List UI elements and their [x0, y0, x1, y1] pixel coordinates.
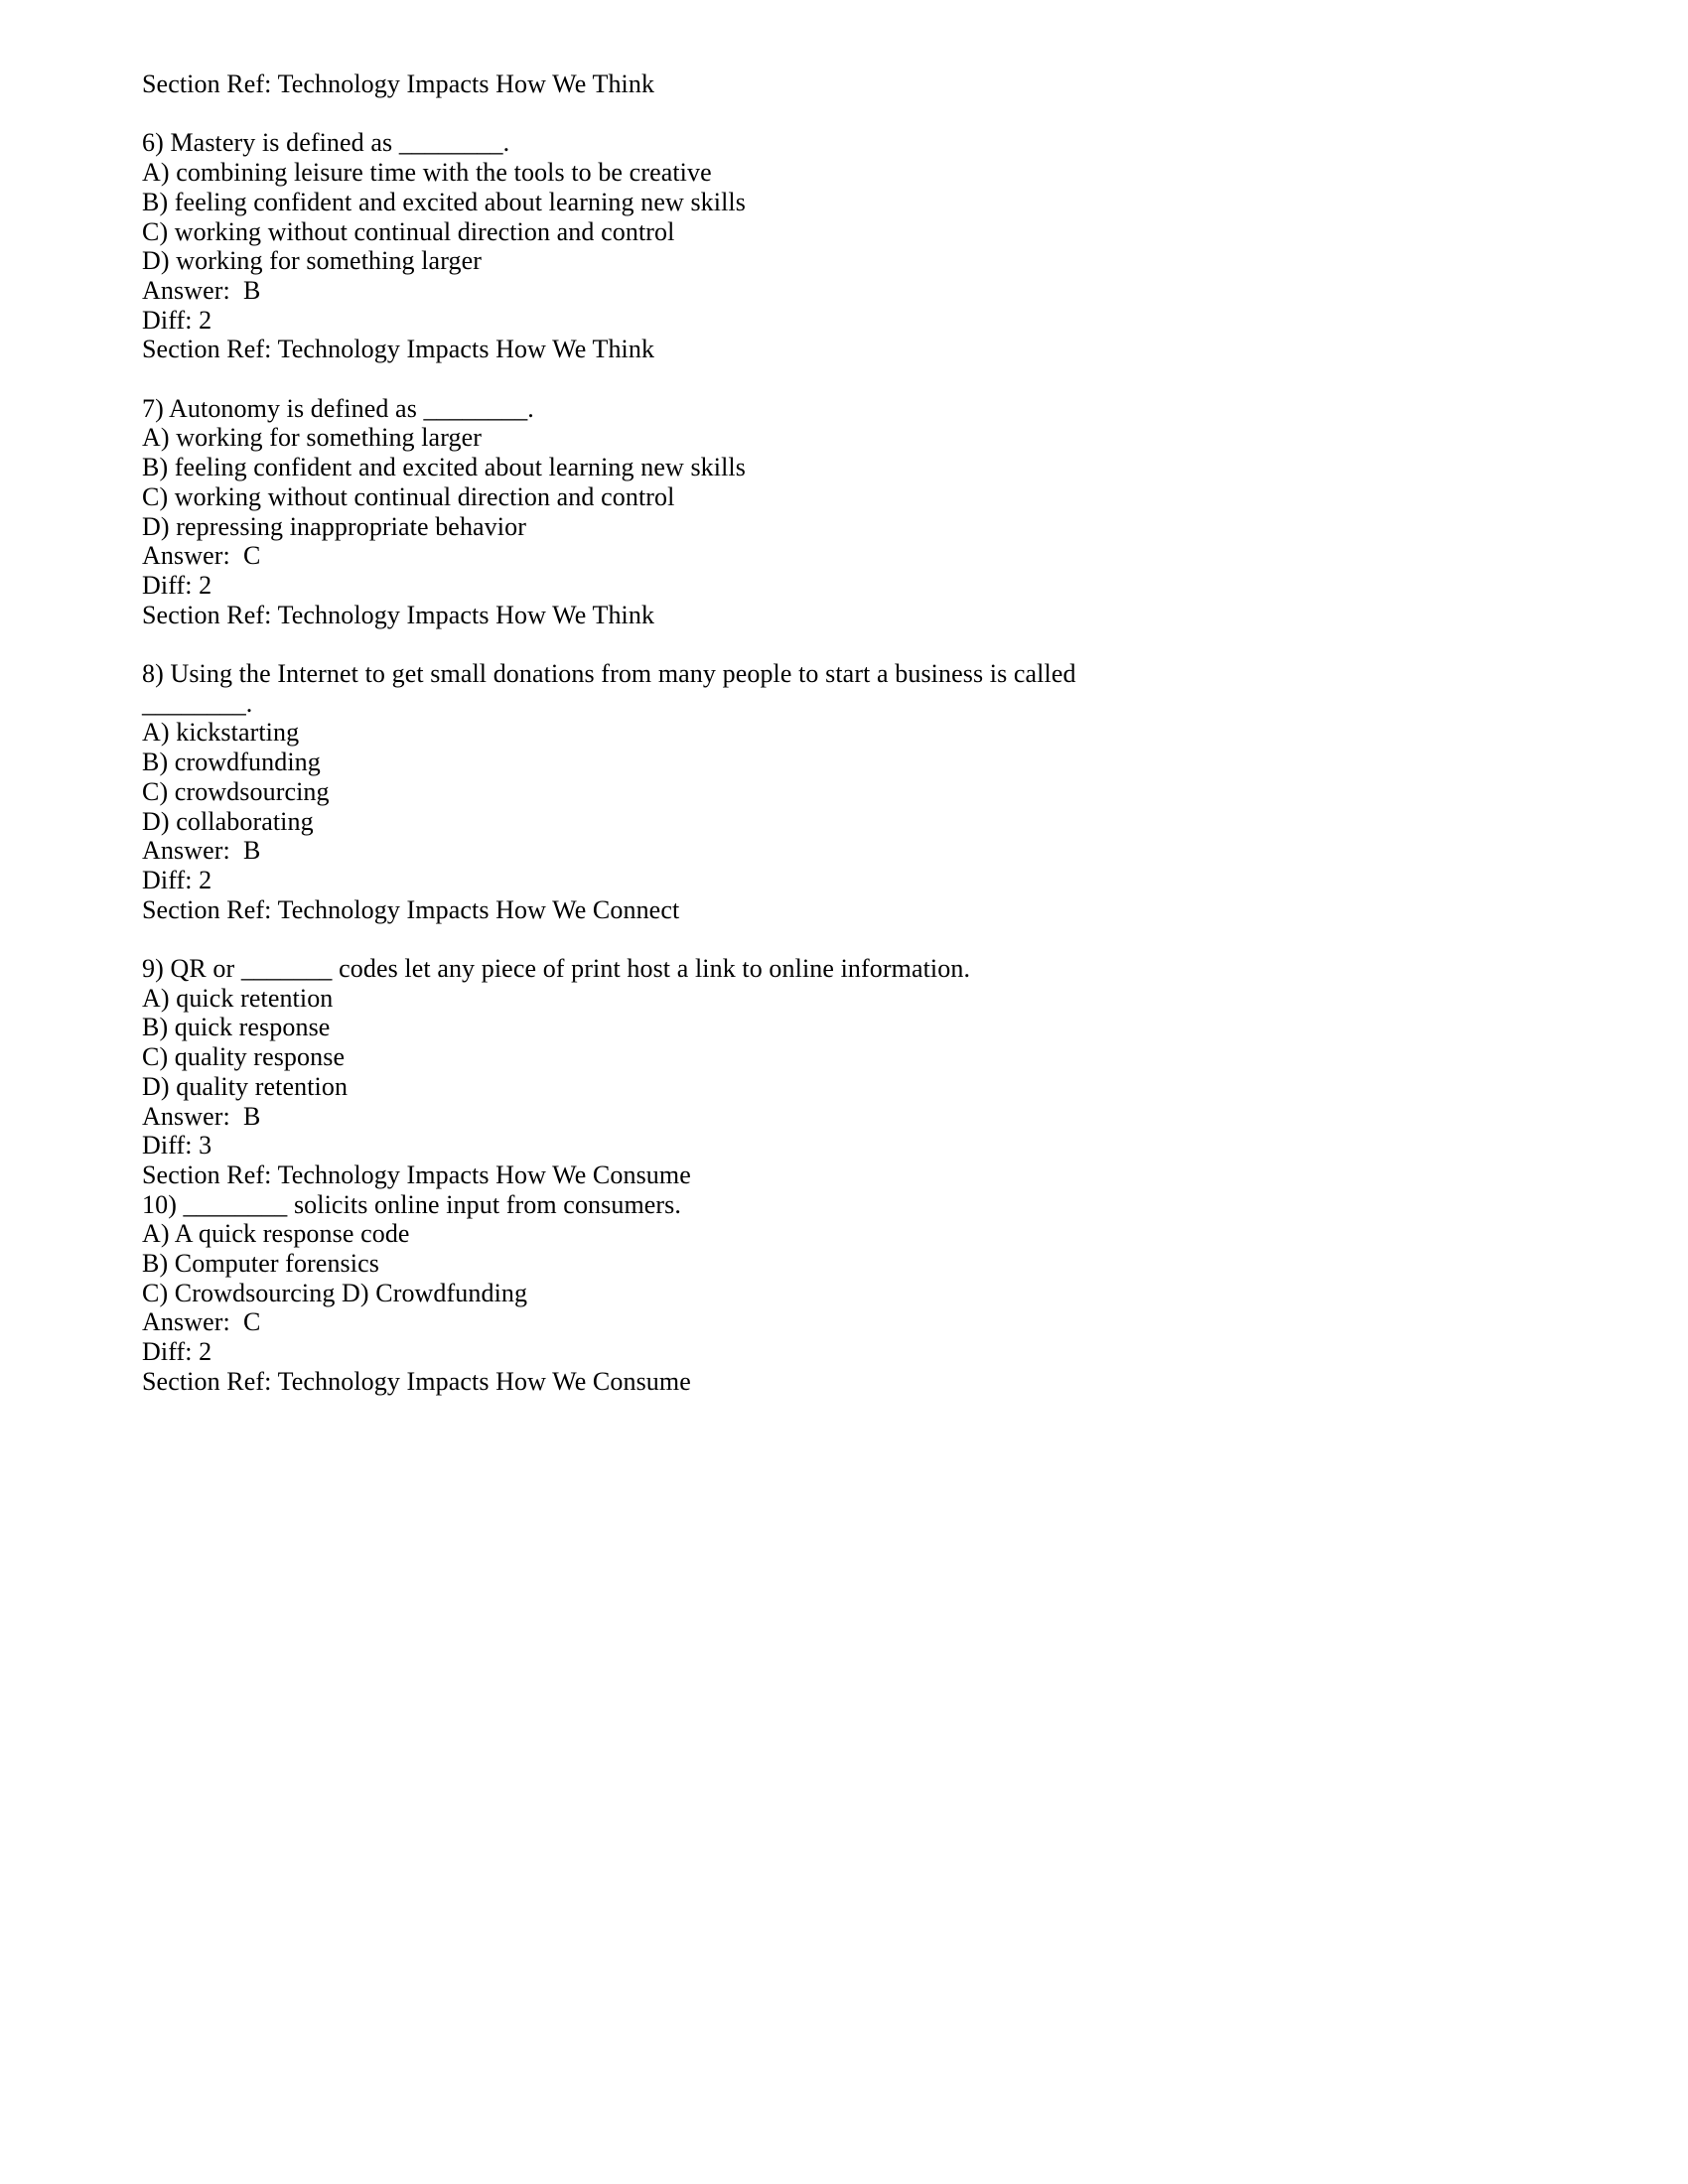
text-line: ________.	[142, 688, 253, 718]
text-line: C) working without continual direction and control	[142, 216, 675, 246]
text-line: A) working for something larger	[142, 423, 482, 453]
text-line: B) feeling confident and excited about learning new skills	[142, 453, 746, 482]
text-line: 8) Using the Internet to get small donations from many people to start a business is called	[142, 659, 1076, 689]
text-line: D) working for something larger	[142, 246, 482, 276]
text-line: C) working without continual direction and control	[142, 481, 675, 511]
question-9	[142, 954, 1569, 1190]
text-line: Answer: B	[142, 275, 261, 305]
text-line: 6) Mastery is defined as ________.	[142, 128, 510, 158]
text-line: A) A quick response code	[142, 1219, 410, 1249]
text-line: A) kickstarting	[142, 718, 300, 748]
text-line: Answer: B	[142, 1101, 261, 1131]
text-line: Section Ref: Technology Impacts How We Connect	[142, 894, 680, 924]
text-line: A) quick retention	[142, 983, 334, 1013]
text-line: C) Crowdsourcing D) Crowdfunding	[142, 1278, 528, 1307]
question-7	[142, 394, 1569, 630]
document-body	[142, 69, 1569, 1397]
text-line: 7) Autonomy is defined as ________.	[142, 393, 534, 423]
text-line: 9) QR or _______ codes let any piece of print host a link to online information.	[142, 954, 971, 984]
text-line: Section Ref: Technology Impacts How We Think	[142, 335, 655, 364]
text-line: B) feeling confident and excited about learning new skills	[142, 187, 746, 216]
question-8	[142, 659, 1569, 924]
question-10	[142, 1190, 1569, 1397]
question-6	[142, 128, 1569, 364]
text-line: Diff: 2	[142, 865, 212, 894]
text-line: Answer: C	[142, 541, 261, 571]
text-line: Section Ref: Technology Impacts How We Consume	[142, 1160, 691, 1189]
text-line: Diff: 3	[142, 1131, 212, 1160]
text-line: B) crowdfunding	[142, 748, 321, 777]
text-line: Answer: B	[142, 836, 261, 866]
text-line: 10) ________ solicits online input from consumers.	[142, 1189, 682, 1219]
text-line: Diff: 2	[142, 305, 212, 335]
text-line: Diff: 2	[142, 570, 212, 600]
text-line: Diff: 2	[142, 1337, 212, 1367]
text-line: C) crowdsourcing	[142, 776, 330, 806]
section-ref-header	[142, 69, 1569, 99]
text-line: B) Computer forensics	[142, 1249, 379, 1279]
text-line: C) quality response	[142, 1042, 346, 1072]
text-line: Answer: C	[142, 1307, 261, 1337]
text-line: Section Ref: Technology Impacts How We Think	[142, 69, 655, 98]
text-line: D) repressing inappropriate behavior	[142, 511, 526, 541]
text-line: Section Ref: Technology Impacts How We Consume	[142, 1366, 691, 1396]
text-line: B) quick response	[142, 1013, 331, 1042]
text-line: Section Ref: Technology Impacts How We Think	[142, 600, 655, 629]
text-line: D) quality retention	[142, 1071, 349, 1101]
text-line: A) combining leisure time with the tools to be creative	[142, 158, 712, 188]
text-line: D) collaborating	[142, 806, 314, 836]
